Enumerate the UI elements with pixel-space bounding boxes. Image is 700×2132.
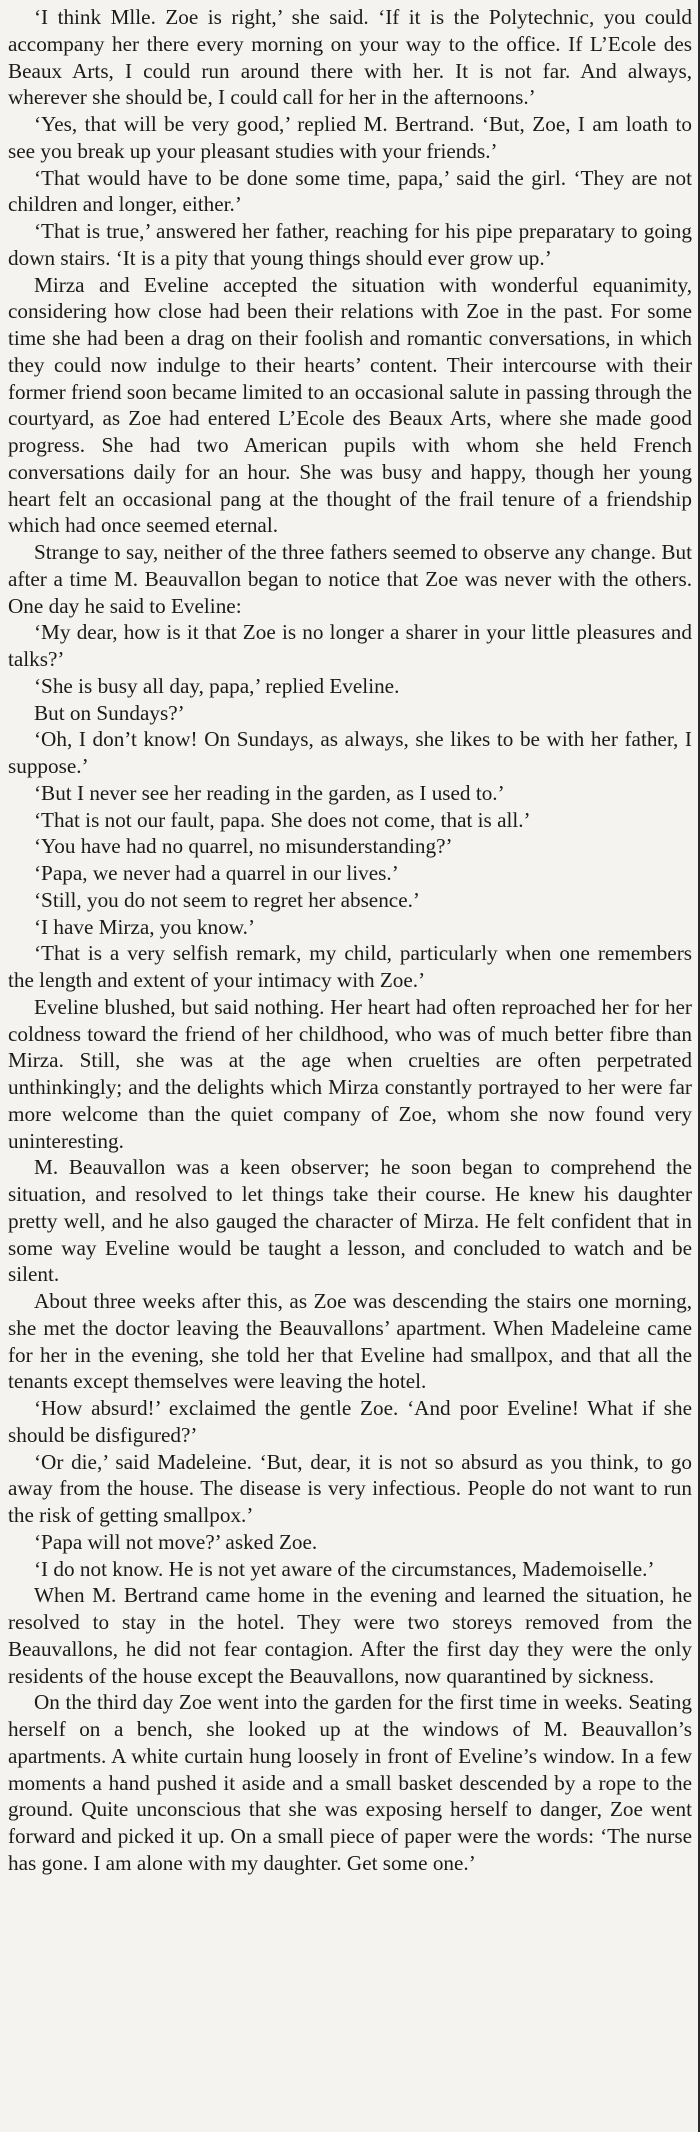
paragraph: Strange to say, neither of the three fathers seemed to observe any change. But after a time M. Beauvallon began to notice that Zoe was never with the others. One day he said to Eveline:: [8, 540, 692, 618]
paragraph: ‘Yes, that will be very good,’ replied M. Bertrand. ‘But, Zoe, I am loath to see you break up your pleasant studies with your friends.’: [8, 112, 692, 163]
paragraph: Mirza and Eveline accepted the situation with wonderful equanimity, considering how close had been their relations with Zoe in the past. For some time she had been a drag on their foolish and romantic conversations, in which they could now indulge to their hearts’ content. Their intercourse with their former friend soon became limited to an occasional salute in passing through the courtyard, as Zoe had entered L’Ecole des Beaux Arts, where she made good progress. She had two American pupils with whom she held French conversations daily for an hour. She was busy and happy, though her young heart felt an occasional pang at the thought of the frail tenure of a friendship which had once seemed eternal.: [8, 272, 692, 538]
paragraph: On the third day Zoe went into the garden for the first time in weeks. Seating herself on a bench, she looked up at the windows of M. Beauvallon’s apartments. A white curtain hung loosely in front of Eveline’s window. In a few moments a hand pushed it aside and a small basket descended by a rope to the ground. Quite unconscious that she was exposing herself to danger, Zoe went forward and picked it up. On a small piece of paper were the words: ‘The nurse has gone. I am alone with my daughter. Get some one.’: [8, 1690, 692, 1875]
paragraph: ‘Papa, we never had a quarrel in our lives.’: [34, 861, 399, 885]
paragraph: ‘Or die,’ said Madeleine. ‘But, dear, it is not so absurd as you think, to go away from the house. The disease is very infectious. People do not want to run the risk of getting smallpox.’: [8, 1449, 692, 1527]
paragraph: ‘Oh, I don’t know! On Sundays, as always, she likes to be with her father, I suppose.’: [8, 727, 692, 778]
paragraph: ‘How absurd!’ exclaimed the gentle Zoe. ‘And poor Eveline! What if she should be disfigured?’: [8, 1396, 692, 1447]
paragraph: ‘Papa will not move?’ asked Zoe.: [34, 1529, 318, 1554]
paragraph: ‘You have had no quarrel, no misunderstanding?’: [34, 834, 453, 859]
paragraph: ‘I have Mirza, you know.’: [34, 914, 256, 939]
paragraph: About three weeks after this, as Zoe was descending the stairs one morning, she met the doctor leaving the Beauvallons’ apartment. When Madeleine came for her in the evening, she told her that Eveline had smallpox, and that all the tenants except themselves were leaving the hotel.: [8, 1289, 692, 1394]
paragraph: ‘That would have to be done some time, papa,’ said the girl. ‘They are not children and longer, either.’: [8, 165, 692, 217]
paragraph: But on Sundays?’: [34, 700, 185, 725]
paragraph: ‘That is true,’ answered her father, reaching for his pipe preparatary to going down stairs. ‘It is a pity that young things should ever grow up.’: [8, 219, 692, 270]
paragraph: ‘That is not our fault, papa. She does not come, that is all.’: [34, 807, 531, 832]
paragraph: M. Beauvallon was a keen observer; he soon began to comprehend the situation, and resolved to let things take their course. He knew his daughter pretty well, and he also gauged the character of Mirza. He felt confident that in some way Eveline would be taught a lesson, and concluded to watch and be silent.: [8, 1155, 692, 1287]
paragraph: Eveline blushed, but said nothing. Her heart had often reproached her for her coldness toward the friend of her childhood, who was of much better fibre than Mirza. Still, she was at the age when cruelties are often perpetrated unthinkingly; and the delights which Mirza constantly portrayed to her were far more welcome than the quiet company of Zoe, whom she now found very uninteresting.: [8, 994, 692, 1153]
paragraph: ‘I think Mlle. Zoe is right,’ she said. ‘If it is the Polytechnic, you could accompany her there every morning on your way to the office. If L’Ecole des Beaux Arts, I could run around there with her. It is not far. And always, wherever she should be, I could call for her in the afternoons.’: [8, 5, 692, 110]
paragraph: ‘Still, you do not seem to regret her absence.’: [34, 887, 420, 912]
paragraph: ‘I do not know. He is not yet aware of the circumstances, Mademoiselle.’: [34, 1556, 655, 1581]
paragraph: ‘That is a very selfish remark, my child, particularly when one remembers the length and extent of your intimacy with Zoe.’: [8, 941, 692, 992]
paragraph: ‘My dear, how is it that Zoe is no longer a sharer in your little pleasures and talks?’: [8, 620, 692, 671]
paragraph: When M. Bertrand came home in the evening and learned the situation, he resolved to stay in the hotel. They were two storeys removed from the Beauvallons, he did not fear contagion. After the first day they were the only residents of the house except the Beauvallons, now quarantined by sickness.: [8, 1583, 692, 1688]
paragraph: ‘But I never see her reading in the garden, as I used to.’: [34, 780, 505, 805]
paragraph: ‘She is busy all day, papa,’ replied Eveline.: [34, 673, 400, 698]
